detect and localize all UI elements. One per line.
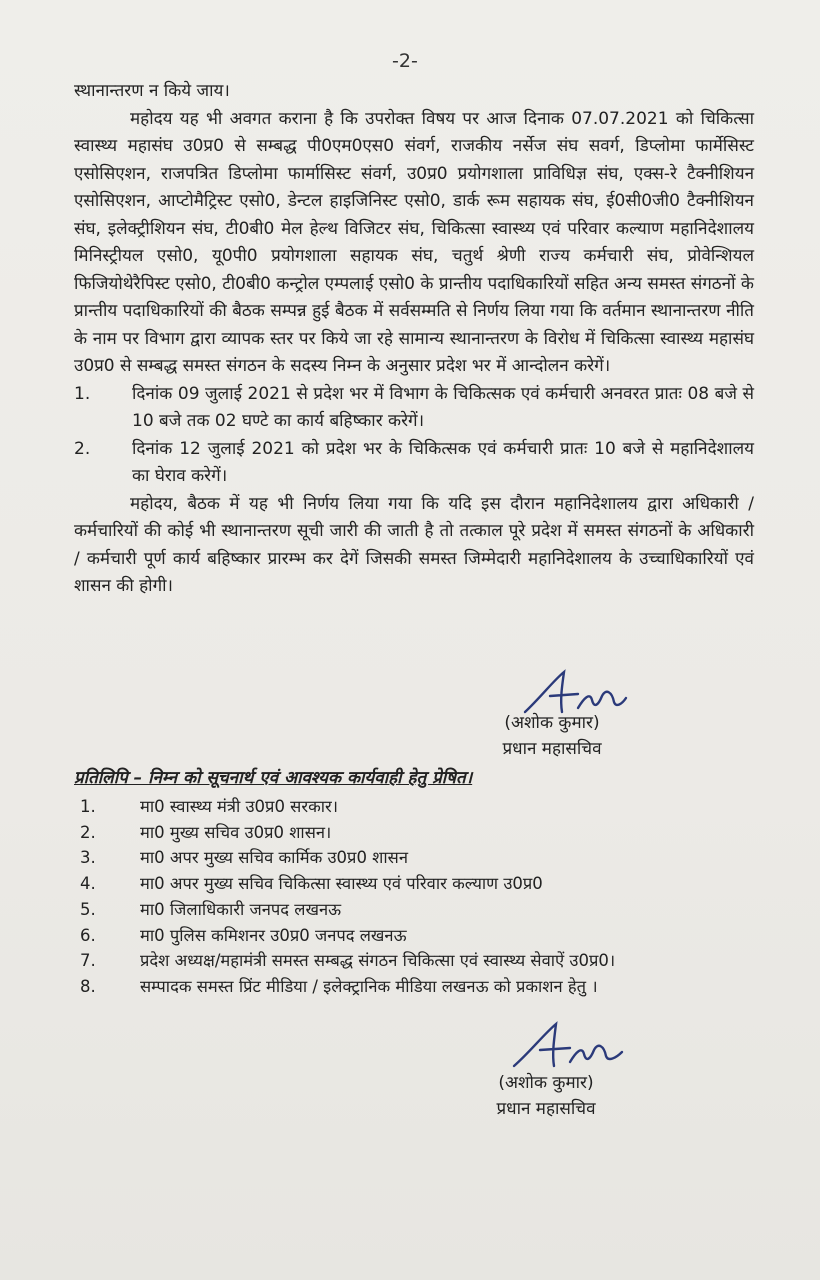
item-text: मा0 स्वास्थ्य मंत्री उ0प्र0 सरकार। xyxy=(140,797,339,816)
action-item xyxy=(74,436,754,491)
signatory-designation: प्रधान महासचिव xyxy=(502,739,602,759)
copy-to-item xyxy=(80,794,750,820)
action-item xyxy=(74,381,754,436)
item-text: मा0 अपर मुख्य सचिव कार्मिक उ0प्र0 शासन xyxy=(140,848,408,868)
signatory-designation: प्रधान महासचिव xyxy=(496,1099,596,1119)
copy-to-item xyxy=(80,845,750,871)
item-text: प्रदेश अध्यक्ष/महामंत्री समस्त सम्बद्ध संगठन चिकित्सा एवं स्वास्थ्य सेवाऐं उ0प्र0। xyxy=(140,951,616,971)
action-text: दिनांक 09 जुलाई 2021 से प्रदेश भर में विभाग के चिकित्सक एवं कर्मचारी अनवरत प्रातः 08 बजे से 10 बजे तक 02 घण्टे का कार्य बहिष्कार करेगें। xyxy=(132,383,754,431)
copy-to-item xyxy=(80,871,750,897)
signature-block-1 xyxy=(472,710,632,762)
item-number: 7. xyxy=(80,951,96,971)
item-text: सम्पादक समस्त प्रिंट मीडिया / इलेक्ट्रानिक मीडिया लखनऊ को प्रकाशन हेतु । xyxy=(140,976,598,996)
letter-body xyxy=(74,78,754,601)
signatory-name: (अशोक कुमार) xyxy=(498,1073,594,1093)
paragraph-2: महोदय, बैठक में यह भी निर्णय लिया गया कि यदि इस दौरान महानिदेशालय द्वारा अधिकारी / कर्मचारियों की कोई भी स्थानान्तरण सूची जारी की जाती है तो तत्काल पूरे प्रदेश में समस्त संगठनों के अधिकारी / कर्मचारी पूर्ण कार्य बहिष्कार प्रारम्भ कर देगें जिसकी समस्त जिम्मेदारी महानिदेशालय के उच्चाधिकारियों एवं शासन की होगी। xyxy=(74,493,754,596)
item-number: 4. xyxy=(80,874,96,894)
copy-to-item xyxy=(80,820,750,846)
copy-to-item xyxy=(80,948,750,974)
copy-to-heading: प्रतिलिपि – निम्न को सूचनार्थ एवं आवश्यक कार्यवाही हेतु प्रेषित। xyxy=(74,768,473,788)
action-text: दिनांक 12 जुलाई 2021 को प्रदेश भर के चिकित्सक एवं कर्मचारी प्रातः 10 बजे से महानिदेशालय का घेराव करेगें। xyxy=(132,438,754,486)
paragraph-1: महोदय यह भी अवगत कराना है कि उपरोक्त विषय पर आज दिनाक 07.07.2021 को चिकित्सा स्वास्थ्य महासंघ उ0प्र0 से सम्बद्ध पी0एम0एस0 संवर्ग, राजकीय नर्सेज संघ सवर्ग, डिप्लोमा फार्मेसिस्ट एसोसिएशन, राजपत्रित डिप्लोमा फार्मासिस्ट संवर्ग, उ0प्र0 प्रयोगशाला प्राविधिज्ञ संघ, एक्स-रे टैक्नीशियन एसोसिएशन, आप्टोमैट्रिस्ट एसो0, डेन्टल हाइजिनिस्ट एसो0, डार्क रूम सहायक संघ, ई0सी0जी0 टैक्नीशियन संघ, इलेक्ट्रीशियन संघ, टी0बी0 मेल हेल्थ विजिटर संघ, चिकित्सा स्वास्थ्य एवं परिवार कल्याण महानिदेशालय मिनिस्ट्रीयल एसो0, यू0पी0 प्रयोगशाला सहायक संघ, चतुर्थ श्रेणी राज्य कर्मचारी संघ, प्रोवेन्शियल फिजियोथेरैपिस्ट एसो0, टी0बी0 कन्ट्रोल एम्पलाई एसो0 के प्रान्तीय पदाधिकारियों सहित अन्य समस्त संगठनों के प्रान्तीय पदाधिकारियों की बैठक सम्पन्न हुई बैठक में सर्वसम्मति से निर्णय लिया गया कि वर्तमान स्थानान्तरण नीति के नाम पर विभाग द्वारा व्यापक स्तर पर किये जा रहे सामान्य स्थानान्तरण के विरोध में चिकित्सा स्वास्थ्य महासंघ उ0प्र0 से सम्बद्ध समस्त संगठन के सदस्य निम्न के अनुसार प्रदेश भर में आन्दोलन करेगें। xyxy=(74,108,754,376)
item-text: मा0 पुलिस कमिशनर उ0प्र0 जनपद लखनऊ xyxy=(140,925,407,945)
signature-scribble xyxy=(508,1020,628,1072)
item-number: 8. xyxy=(80,976,96,996)
item-text: मा0 अपर मुख्य सचिव चिकित्सा स्वास्थ्य एवं परिवार कल्याण उ0प्र0 xyxy=(140,874,543,894)
action-number: 1. xyxy=(74,383,91,404)
item-number: 6. xyxy=(80,925,96,945)
opening-line: स्थानान्तरण न किये जाय। xyxy=(74,81,230,101)
page-number: -2- xyxy=(392,50,418,72)
copy-to-item xyxy=(80,974,750,1000)
item-text: मा0 मुख्य सचिव उ0प्र0 शासन। xyxy=(140,822,332,842)
action-list xyxy=(74,381,754,491)
signatory-name: (अशोक कुमार) xyxy=(504,713,600,733)
copy-to-list xyxy=(80,794,750,1000)
item-number: 1. xyxy=(80,797,96,816)
copy-to-item xyxy=(80,923,750,949)
item-number: 5. xyxy=(80,899,96,919)
item-text: मा0 जिलाधिकारी जनपद लखनऊ xyxy=(140,899,342,919)
copy-to-item xyxy=(80,897,750,923)
item-number: 2. xyxy=(80,822,96,842)
item-number: 3. xyxy=(80,848,96,868)
action-number: 2. xyxy=(74,438,91,459)
signature-block-2 xyxy=(466,1070,626,1122)
